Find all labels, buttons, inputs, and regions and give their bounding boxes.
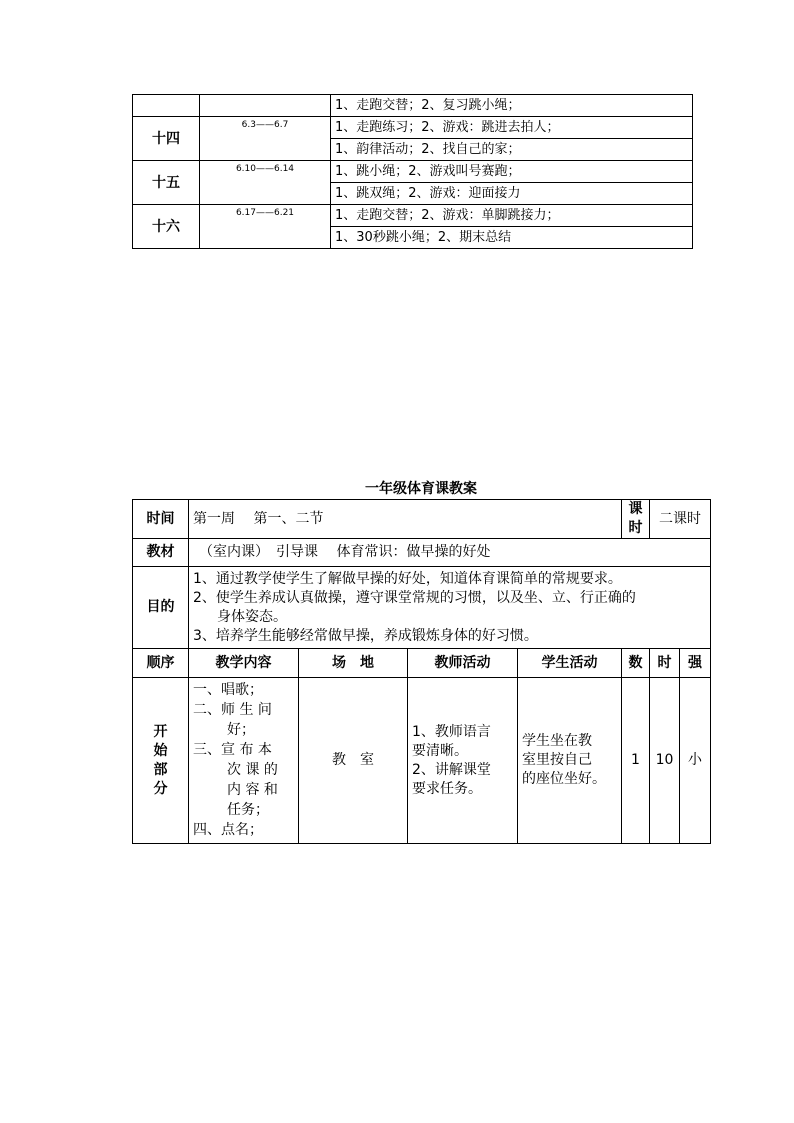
content-item: 一、唱歌；	[193, 682, 263, 698]
content-item: 任务；	[227, 802, 269, 818]
time-label: 时间	[133, 500, 189, 539]
teacher-line: 1、教师语言	[412, 723, 491, 740]
content-item: 二、师 生 问	[193, 702, 272, 718]
teacher-line: 要清晰。	[412, 742, 468, 759]
lesson-plan-table	[132, 499, 711, 844]
order-char: 开	[153, 723, 168, 740]
material-value: （室内课） 引导课 体育常识：做早操的好处	[189, 539, 711, 567]
content-item: 内 容 和	[227, 782, 278, 798]
section-intensity: 小	[680, 678, 711, 844]
header-content: 教学内容	[189, 649, 299, 678]
table-row	[133, 95, 693, 117]
header-student: 学生活动	[518, 649, 622, 678]
student-line: 学生坐在教	[522, 733, 592, 749]
activity-cell: 1、走跑练习；2、游戏：跳进去拍人；	[331, 117, 693, 139]
date-cell: 6.3——6.7	[200, 117, 331, 161]
content-item: 好；	[227, 722, 255, 738]
material-label: 教材	[133, 539, 189, 567]
period-label: 课时	[622, 500, 650, 539]
table-row	[133, 567, 711, 649]
time-text: 第一周 第一、二节	[193, 510, 324, 527]
content-item: 次 课 的	[227, 762, 278, 778]
section-student	[518, 678, 622, 844]
header-count: 数	[622, 649, 650, 678]
date-cell	[200, 95, 331, 117]
order-char: 分	[153, 780, 168, 797]
table-row	[133, 117, 693, 139]
objective-item: 3、培养学生能够经常做早操，养成锻炼身体的好习惯。	[193, 627, 538, 644]
section-minutes: 10	[650, 678, 680, 844]
header-intensity: 强	[680, 649, 711, 678]
header-teacher: 教师活动	[408, 649, 518, 678]
activity-cell: 1、跳小绳；2、游戏叫号赛跑；	[331, 161, 693, 183]
period-value: 二课时	[650, 500, 711, 539]
teacher-line: 要求任务。	[412, 780, 482, 797]
order-char: 始	[153, 742, 168, 759]
week-cell: 十六	[133, 205, 200, 249]
table-row	[133, 161, 693, 183]
section-order	[133, 678, 189, 844]
week-cell: 十五	[133, 161, 200, 205]
table-row	[133, 205, 693, 227]
header-order: 顺序	[133, 649, 189, 678]
activity-cell: 1、30秒跳小绳；2、期末总结	[331, 227, 693, 249]
content-item: 四、点名；	[193, 822, 263, 838]
student-line: 室里按自己	[522, 752, 592, 768]
time-value	[189, 500, 622, 539]
activity-cell: 1、走跑交替；2、复习跳小绳；	[331, 95, 693, 117]
objective-list	[189, 567, 711, 649]
schedule-table	[132, 94, 693, 249]
section-venue: 教 室	[299, 678, 408, 844]
header-venue: 场 地	[299, 649, 408, 678]
activity-cell: 1、韵律活动；2、找自己的家；	[331, 139, 693, 161]
order-char: 部	[153, 761, 168, 778]
table-row	[133, 678, 711, 844]
content-item: 三、宣 布 本	[193, 742, 272, 758]
table-row	[133, 539, 711, 567]
objective-item: 1、通过教学使学生了解做早操的好处，知道体育课简单的常规要求。	[193, 570, 622, 587]
student-line: 的座位坐好。	[522, 771, 606, 787]
date-cell: 6.17——6.21	[200, 205, 331, 249]
objective-label: 目的	[133, 567, 189, 649]
section-content	[189, 678, 299, 844]
teacher-line: 2、讲解课堂	[412, 761, 491, 778]
section-teacher	[408, 678, 518, 844]
date-cell: 6.10——6.14	[200, 161, 331, 205]
objective-item: 身体姿态。	[217, 608, 287, 625]
week-cell: 十四	[133, 117, 200, 161]
objective-item: 2、使学生养成认真做操，遵守课堂常规的习惯，以及坐、立、行正确的	[193, 589, 636, 606]
header-time: 时	[650, 649, 680, 678]
activity-cell: 1、跳双绳；2、游戏：迎面接力	[331, 183, 693, 205]
activity-cell: 1、走跑交替；2、游戏：单脚跳接力；	[331, 205, 693, 227]
table-row	[133, 649, 711, 678]
lesson-plan-title: 一年级体育课教案	[365, 481, 477, 497]
table-row	[133, 500, 711, 539]
week-cell	[133, 95, 200, 117]
section-count: 1	[622, 678, 650, 844]
